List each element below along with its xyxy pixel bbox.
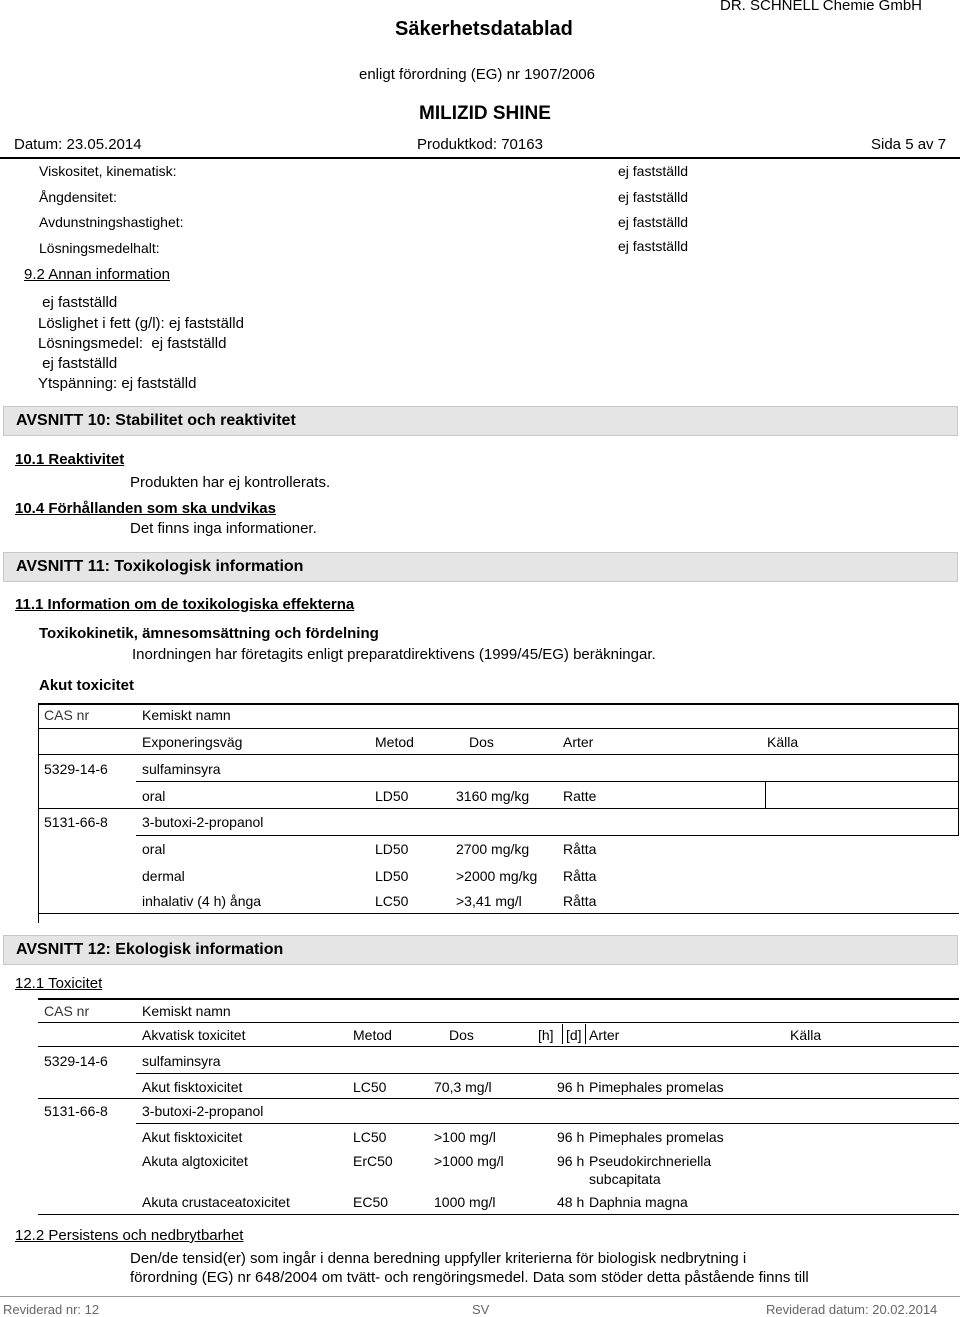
aquatic-toxicity: Akut fisktoxicitet [142,1079,243,1095]
prop-value: ej fastställd [618,189,689,205]
subsection-text: Produkten har ej kontrollerats. [130,474,331,491]
table-border [958,808,959,835]
chemical-name: 3-butoxi-2-propanol [142,1103,264,1119]
subsection-text: Inordningen har företagits enligt preparatdirektivens (1999/45/EG) beräkningar. [132,646,656,663]
dose: 1000 mg/l [434,1194,496,1210]
table-border [38,754,959,755]
species: Råtta [563,868,597,884]
revision-date: Reviderad datum: 20.02.2014 [766,1302,938,1317]
table-border [765,781,766,808]
aquatic-toxicity: Akut fisktoxicitet [142,1129,243,1145]
section-title: AVSNITT 12: Ekologisk information [16,941,284,958]
cas-number: 5131-66-8 [44,1103,108,1119]
col-header-aquatic: Akvatisk toxicitet [142,1027,246,1043]
document-title: Säkerhetsdatablad [395,18,573,40]
cas-number: 5329-14-6 [44,1053,108,1069]
section-title: AVSNITT 11: Toxikologisk information [16,558,304,575]
subheading: Akut toxicitet [39,677,135,694]
table-border [38,1214,959,1215]
header-divider [0,157,960,159]
table-border [136,781,959,782]
dose: 70,3 mg/l [434,1079,492,1095]
method: LD50 [375,868,409,884]
method: LC50 [353,1079,387,1095]
table-border [38,1022,959,1023]
col-header-d: [d] [566,1027,582,1043]
cas-number: 5329-14-6 [44,761,108,777]
prop-label: Lösningsmedelhalt: [39,240,160,256]
subsection-heading: 10.1 Reaktivitet [15,451,125,468]
prop-label: Viskositet, kinematisk: [39,163,177,179]
table-border [38,1046,959,1047]
col-header-name: Kemiskt namn [142,1003,231,1019]
product-code: Produktkod: 70163 [417,136,543,153]
table-border [38,913,959,914]
table-border [38,728,959,729]
aquatic-toxicity: Akuta crustaceatoxicitet [142,1194,290,1210]
table-border [136,1123,959,1124]
col-header-cas: CAS nr [44,1003,90,1019]
section-12-header [3,935,958,965]
dose: >1000 mg/l [434,1153,504,1169]
species: Råtta [563,893,597,909]
method: EC50 [353,1194,389,1210]
dose: >100 mg/l [434,1129,496,1145]
other-info-line: ej fastställd [38,355,118,372]
species-line-2: subcapitata [589,1171,661,1187]
chemical-name: 3-butoxi-2-propanol [142,814,264,830]
table-border [958,728,959,754]
method: LD50 [375,788,409,804]
species: Pimephales promelas [589,1079,724,1095]
dose: 3160 mg/kg [456,788,530,804]
table-border [585,1024,586,1044]
subsection-text: Det finns inga informationer. [130,520,317,537]
route: dermal [142,868,185,884]
col-header-source: Källa [790,1027,822,1043]
section-title: AVSNITT 10: Stabilitet och reaktivitet [16,412,296,429]
exposure-time: 96 h [557,1153,585,1169]
species: Råtta [563,841,597,857]
col-header-name: Kemiskt namn [142,707,231,723]
dose: >2000 mg/kg [456,868,538,884]
date: Datum: 23.05.2014 [14,136,142,153]
table-border [136,835,959,836]
table-border [958,703,959,728]
chemical-name: sulfaminsyra [142,1053,221,1069]
col-header-source: Källa [767,734,799,750]
subsection-heading: 12.1 Toxicitet [15,975,103,992]
species: Ratte [563,788,597,804]
col-header-dose: Dos [449,1027,474,1043]
route: oral [142,841,166,857]
other-info-line: ej fastställd [38,294,118,311]
subsection-heading: 11.1 Information om de toxikologiska effekterna [15,596,355,613]
species: Daphnia magna [589,1194,688,1210]
table-border [136,1073,959,1074]
page-number: Sida 5 av 7 [871,136,947,153]
prop-value: ej fastställd [618,214,689,230]
prop-label: Ångdensitet: [39,189,117,205]
section-11-header [3,552,958,582]
table-border [38,808,959,809]
method: LC50 [353,1129,387,1145]
prop-label: Avdunstningshastighet: [39,214,184,230]
subsection-heading: 10.4 Förhållanden som ska undvikas [15,500,276,517]
product-name: MILIZID SHINE [419,103,551,124]
aquatic-toxicity: Akuta algtoxicitet [142,1153,248,1169]
table-border [38,998,959,1000]
chemical-name: sulfaminsyra [142,761,221,777]
exposure-time: 96 h [557,1079,585,1095]
subsection-heading: 12.2 Persistens och nedbrytbarhet [15,1227,244,1244]
table-border [38,1098,959,1099]
method: LD50 [375,841,409,857]
regulation: enligt förordning (EG) nr 1907/2006 [359,66,595,83]
subheading: Toxikokinetik, ämnesomsättning och fördelning [39,625,379,642]
company-name: DR. SCHNELL Chemie GmbH [720,0,922,14]
revision-number: Reviderad nr: 12 [3,1302,100,1317]
dose: >3,41 mg/l [456,893,522,909]
col-header-species: Arter [563,734,594,750]
exposure-time: 96 h [557,1129,585,1145]
exposure-time: 48 h [557,1194,585,1210]
table-border [562,1024,563,1044]
col-header-cas: CAS nr [44,707,90,723]
subsection-heading: 9.2 Annan information [24,266,170,283]
section-10-header [3,406,958,436]
col-header-h: [h] [538,1027,554,1043]
col-header-method: Metod [353,1027,392,1043]
dose: 2700 mg/kg [456,841,530,857]
subsection-text: Den/de tensid(er) som ingår i denna beredning uppfyller kriterierna för biologisk nedbrytning i [130,1250,747,1267]
table-border [38,703,959,705]
route: inhalativ (4 h) ånga [142,893,262,909]
species: Pseudokirchneriella [589,1153,712,1169]
prop-value: ej fastställd [618,163,689,179]
col-header-dose: Dos [469,734,494,750]
language-code: SV [472,1302,490,1317]
other-info-line: Ytspänning: ej fastställd [38,375,197,392]
method: ErC50 [353,1153,393,1169]
table-border [958,754,959,781]
cas-number: 5131-66-8 [44,814,108,830]
route: oral [142,788,166,804]
subsection-text: förordning (EG) nr 648/2004 om tvätt- och rengöringsmedel. Data som stöder detta påstående finns till [130,1269,809,1286]
prop-value: ej fastställd [618,238,689,254]
method: LC50 [375,893,409,909]
col-header-species: Arter [589,1027,620,1043]
footer-divider [0,1296,960,1297]
table-border [958,781,959,808]
col-header-method: Metod [375,734,414,750]
species: Pimephales promelas [589,1129,724,1145]
table-border [38,703,39,923]
other-info-line: Lösningsmedel: ej fastställd [38,335,227,352]
other-info-line: Löslighet i fett (g/l): ej fastställd [38,315,244,332]
col-header-route: Exponeringsväg [142,734,243,750]
